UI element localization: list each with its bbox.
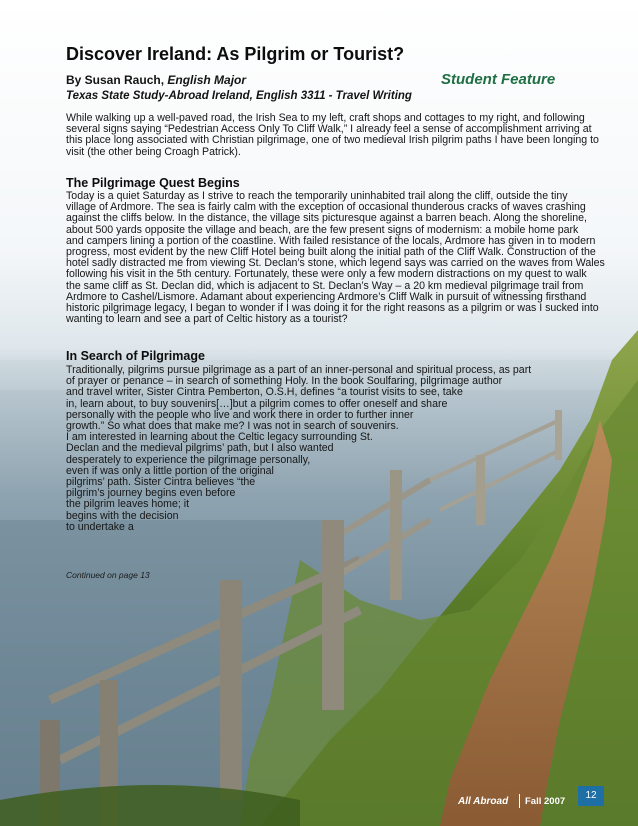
continued-note: Continued on page 13 [66,570,150,580]
section-search-paragraph [66,365,531,533]
text-line: against the cliffs below. In the distance, the village sits picturesque against a barren beach. Along the shoreline, [66,212,587,225]
text-line: desperately to experience the pilgrimage personally, [66,453,311,466]
text-line: hotel sadly distracted me from viewing St. Declan’s stone, which legend says was carried on the waves from Wales [66,257,605,270]
text-line: following his visit in the 5th century. Fortunately, these were only a few modern distractions on my quest to walk [66,268,587,281]
text-line: I am interested in learning about the Celtic legacy surrounding St. [66,431,373,444]
text-line: the pilgrim leaves home; it [66,498,190,511]
text-line: about 500 yards opposite the village and beach, are the few present signs of modernism: a mobile home park [66,223,579,236]
section-heading-quest: The Pilgrimage Quest Begins [66,176,240,190]
text-line: this place long associated with Christian pilgrimage, one of two medieval Irish pilgrim paths I have been longing to [66,134,599,147]
text-line: visit (the other being Croagh Patrick). [66,145,241,158]
text-line: progress, most evident by the new Cliff Hotel being built along the initial path of the Cliff Walk. Construction of the [66,246,596,259]
publication-name: All Abroad [458,796,509,807]
page-number: 12 [578,786,604,806]
section-quest-paragraph [66,191,605,325]
text-line: While walking up a well-paved road, the Irish Sea to my left, craft shops and cottages to my right, and following [66,112,585,124]
text-line: to undertake a [66,520,134,533]
text-line: of prayer or penance – in search of something Holy. In the book Soulfaring, pilgrimage author [66,375,503,388]
course-line: Texas State Study-Abroad Ireland, English 3311 - Travel Writing [66,90,412,102]
text-line: pilgrim’s journey begins even before [66,487,236,500]
issue-label: Fall 2007 [525,796,566,807]
student-feature-label: Student Feature [441,71,556,88]
text-line: the same cliff as St. Declan did, which is adjacent to St. Declan’s Way – a 20 km medieval pilgrimage trail from [66,279,584,292]
text-line: Today is a quiet Saturday as I strive to reach the temporarily uninhabited trail along the cliff, outside the tiny [66,190,568,202]
text-line: several signs saying “Pedestrian Access Only To Cliff Walk,” I already feel a sense of accomplishment arriving at [66,123,592,136]
text-line: pilgrims’ path. Sister Cintra believes “the [66,476,256,489]
text-line: growth.” So what does that make me? I was not in search of souvenirs. [66,420,399,433]
text-line: personally with the people who live and work there in order to further inner [66,408,414,421]
text-line: in, learn about, to buy souvenirs[…]but a pilgrim comes to offer oneself and share [66,397,448,410]
text-line: wanting to learn and see a part of Celtic history as a tourist? [66,313,348,326]
article-title: Discover Ireland: As Pilgrim or Tourist? [66,44,405,64]
text-line: even if was only a little portion of the original [66,464,274,477]
text-line: and travel writer, Sister Cintra Pemberton, O.S.H, defines “a tourist visits to see, take [66,386,463,399]
text-line: Declan and the medieval pilgrims’ path, but I also wanted [66,442,334,455]
author-role: English Major [167,73,247,87]
text-line: village of Ardmore. The sea is fairly calm with the exception of occasional thunderous cracks of waves crashing [66,201,586,214]
text-line: begins with the decision [66,509,179,522]
text-line: historic pilgrimage legacy, I began to wonder if I was doing it for the right reasons as a pilgrim or was I sucked into [66,302,599,315]
text-line: Ardmore to Cashel/Lismore. Adamant about experiencing Ardmore’s Cliff Walk in pursuit of witnessing firsthand [66,290,587,303]
text-line: and campers lining a portion of the coastline. With failed resistance of the locals, Ardmore has given in to modern [66,234,596,247]
author-name: By Susan Rauch, [66,73,165,87]
section-heading-search: In Search of Pilgrimage [66,349,205,363]
text-line: Traditionally, pilgrims pursue pilgrimage as a part of an inner-personal and spiritual process, as part [66,364,532,376]
intro-paragraph [66,113,599,158]
byline [66,73,246,87]
